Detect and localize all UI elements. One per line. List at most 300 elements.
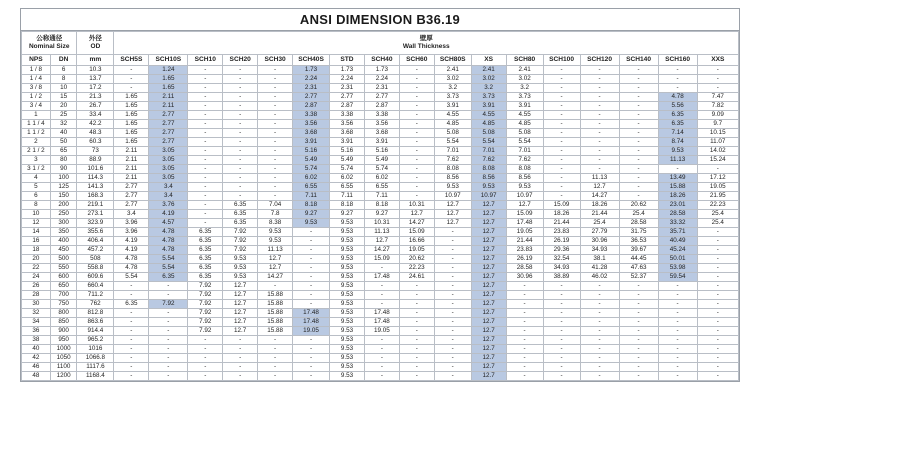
table-cell: - xyxy=(434,354,471,363)
table-cell: 15.88 xyxy=(258,309,293,318)
column-header: SCH20 xyxy=(223,55,258,66)
table-row xyxy=(22,174,739,183)
table-cell: 168.3 xyxy=(77,192,114,201)
table-cell: 48 xyxy=(22,372,51,381)
table-cell: - xyxy=(114,354,149,363)
table-cell: 12.7 xyxy=(434,210,471,219)
table-cell: 25.4 xyxy=(697,210,738,219)
table-cell: 7.92 xyxy=(223,246,258,255)
table-cell: - xyxy=(399,183,434,192)
table-cell: 2.11 xyxy=(114,147,149,156)
table-cell: 12.7 xyxy=(434,219,471,228)
table-cell: 3 xyxy=(22,156,51,165)
table-cell: 25.4 xyxy=(619,210,658,219)
table-cell: - xyxy=(543,66,580,75)
table-cell: - xyxy=(697,66,738,75)
table-cell: - xyxy=(658,309,697,318)
table-cell: 10.31 xyxy=(364,219,399,228)
table-cell: 5.49 xyxy=(293,156,330,165)
table-cell: 18 xyxy=(22,246,51,255)
table-cell: 9.53 xyxy=(258,237,293,246)
table-cell: 26.19 xyxy=(543,237,580,246)
table-cell: 1.65 xyxy=(114,138,149,147)
table-cell: 7.8 xyxy=(258,210,293,219)
table-cell: - xyxy=(258,111,293,120)
table-cell: 44.45 xyxy=(619,255,658,264)
nominal-size-header xyxy=(22,32,77,55)
table-cell: - xyxy=(697,255,738,264)
table-cell: 4.55 xyxy=(506,111,543,120)
table-cell: 8.18 xyxy=(293,201,330,210)
table-cell: - xyxy=(580,102,619,111)
table-cell: 7.92 xyxy=(188,291,223,300)
table-cell: 100 xyxy=(50,174,77,183)
table-cell: 2.41 xyxy=(506,66,543,75)
table-cell: 22.23 xyxy=(697,201,738,210)
table-cell: - xyxy=(399,318,434,327)
table-cell: 6.35 xyxy=(114,300,149,309)
table-cell: 3.05 xyxy=(149,147,188,156)
table-cell: - xyxy=(188,363,223,372)
table-cell: - xyxy=(619,84,658,93)
table-cell: 12.7 xyxy=(471,327,506,336)
table-cell: 9.09 xyxy=(697,111,738,120)
table-cell: 53.98 xyxy=(658,264,697,273)
table-cell: 19.05 xyxy=(293,327,330,336)
table-cell: 800 xyxy=(50,309,77,318)
table-cell: - xyxy=(149,336,188,345)
table-cell: 3.91 xyxy=(364,138,399,147)
table-cell: - xyxy=(399,75,434,84)
table-row xyxy=(22,102,739,111)
table-cell: - xyxy=(258,372,293,381)
table-cell: - xyxy=(506,327,543,336)
table-cell: 32 xyxy=(22,309,51,318)
table-cell: 5.74 xyxy=(293,165,330,174)
table-cell: - xyxy=(399,300,434,309)
table-cell: 3.38 xyxy=(293,111,330,120)
table-cell: 30.96 xyxy=(580,237,619,246)
table-cell: 3.73 xyxy=(471,93,506,102)
table-cell: 10.97 xyxy=(506,192,543,201)
table-cell: - xyxy=(619,111,658,120)
table-cell: - xyxy=(619,66,658,75)
table-cell: 30.96 xyxy=(506,273,543,282)
table-cell: 7.01 xyxy=(506,147,543,156)
table-cell: 8.38 xyxy=(258,219,293,228)
table-cell: 10.31 xyxy=(399,201,434,210)
table-cell: - xyxy=(399,165,434,174)
table-cell: - xyxy=(258,66,293,75)
table-cell: - xyxy=(188,210,223,219)
table-cell: 12.7 xyxy=(364,237,399,246)
table-cell: 7.92 xyxy=(188,318,223,327)
table-cell: 23.83 xyxy=(506,246,543,255)
table-cell: 17.2 xyxy=(77,84,114,93)
table-cell: 25.4 xyxy=(580,219,619,228)
table-cell: 13.49 xyxy=(658,174,697,183)
od-en: OD xyxy=(90,43,101,50)
table-cell: - xyxy=(223,156,258,165)
table-cell: - xyxy=(580,345,619,354)
table-cell: - xyxy=(619,345,658,354)
table-cell: 6.35 xyxy=(223,210,258,219)
table-cell: - xyxy=(506,363,543,372)
table-cell: 3.56 xyxy=(364,120,399,129)
column-header: STD xyxy=(330,55,365,66)
table-cell: - xyxy=(188,192,223,201)
table-cell: 609.6 xyxy=(77,273,114,282)
table-cell: 9.53 xyxy=(330,363,365,372)
table-cell: 1050 xyxy=(50,354,77,363)
table-cell: - xyxy=(697,372,738,381)
table-cell: 2 xyxy=(22,138,51,147)
table-cell: - xyxy=(697,363,738,372)
table-cell: 15.09 xyxy=(364,255,399,264)
table-cell: 812.8 xyxy=(77,309,114,318)
table-cell: 8.56 xyxy=(506,174,543,183)
table-cell: - xyxy=(399,192,434,201)
table-cell: - xyxy=(619,102,658,111)
table-cell: - xyxy=(399,102,434,111)
table-cell: - xyxy=(543,93,580,102)
table-cell: - xyxy=(293,255,330,264)
table-cell: 7.11 xyxy=(330,192,365,201)
table-cell: - xyxy=(506,345,543,354)
table-cell: - xyxy=(619,183,658,192)
table-cell: 6 xyxy=(22,192,51,201)
table-cell: 219.1 xyxy=(77,201,114,210)
table-cell: 7.92 xyxy=(223,237,258,246)
table-cell: 1000 xyxy=(50,345,77,354)
table-cell: 32 xyxy=(50,120,77,129)
table-cell: - xyxy=(434,300,471,309)
table-cell: 2.77 xyxy=(149,111,188,120)
table-row xyxy=(22,129,739,138)
table-cell: - xyxy=(188,93,223,102)
table-cell: - xyxy=(258,84,293,93)
table-cell: - xyxy=(293,273,330,282)
table-cell: 5.54 xyxy=(506,138,543,147)
table-cell: 323.9 xyxy=(77,219,114,228)
table-cell: - xyxy=(293,228,330,237)
table-cell: 3.2 xyxy=(471,84,506,93)
table-cell: 7.14 xyxy=(658,129,697,138)
table-cell: 35.71 xyxy=(658,228,697,237)
table-cell: - xyxy=(619,282,658,291)
table-cell: 45.24 xyxy=(658,246,697,255)
table-row xyxy=(22,111,739,120)
table-cell: - xyxy=(619,336,658,345)
table-cell: 9.53 xyxy=(330,300,365,309)
table-cell: - xyxy=(580,336,619,345)
table-cell: - xyxy=(434,228,471,237)
table-cell: - xyxy=(543,102,580,111)
table-cell: 300 xyxy=(50,219,77,228)
table-row xyxy=(22,372,739,381)
table-row xyxy=(22,345,739,354)
table-cell: 5.54 xyxy=(149,255,188,264)
table-cell: - xyxy=(188,345,223,354)
table-cell: 6.55 xyxy=(330,183,365,192)
table-cell: - xyxy=(619,138,658,147)
table-cell: 1 / 8 xyxy=(22,66,51,75)
table-cell: - xyxy=(399,66,434,75)
table-cell: - xyxy=(543,327,580,336)
table-cell: 9.53 xyxy=(330,327,365,336)
table-cell: 2.77 xyxy=(149,138,188,147)
table-row xyxy=(22,237,739,246)
table-cell: 16.66 xyxy=(399,237,434,246)
table-cell: - xyxy=(619,93,658,102)
table-cell: - xyxy=(434,237,471,246)
table-cell: 8.08 xyxy=(471,165,506,174)
table-cell: 9.53 xyxy=(293,219,330,228)
table-cell: 2.11 xyxy=(114,165,149,174)
table-cell: 6.35 xyxy=(658,111,697,120)
od-cn: 外径 xyxy=(88,35,102,42)
table-cell: 14.27 xyxy=(258,273,293,282)
table-cell: - xyxy=(506,309,543,318)
table-cell: - xyxy=(258,336,293,345)
table-cell: - xyxy=(434,282,471,291)
table-cell: - xyxy=(364,300,399,309)
table-cell: - xyxy=(543,363,580,372)
table-cell: 26.19 xyxy=(506,255,543,264)
table-cell: - xyxy=(580,111,619,120)
table-cell: - xyxy=(223,372,258,381)
table-cell: 9.53 xyxy=(330,246,365,255)
table-cell: - xyxy=(188,102,223,111)
table-cell: 12.7 xyxy=(471,318,506,327)
table-cell: - xyxy=(580,120,619,129)
table-cell: 6.02 xyxy=(330,174,365,183)
table-cell: 48.3 xyxy=(77,129,114,138)
table-cell: - xyxy=(543,345,580,354)
table-cell: 8.08 xyxy=(506,165,543,174)
table-cell: 32.54 xyxy=(543,255,580,264)
table-cell: - xyxy=(399,363,434,372)
table-cell: 11.07 xyxy=(697,138,738,147)
table-row xyxy=(22,264,739,273)
table-cell: 6.35 xyxy=(658,120,697,129)
table-cell: - xyxy=(506,300,543,309)
table-row xyxy=(22,363,739,372)
table-cell: - xyxy=(114,336,149,345)
column-header: SCH40S xyxy=(293,55,330,66)
table-cell: 12.7 xyxy=(471,210,506,219)
table-cell: 23.01 xyxy=(658,201,697,210)
table-cell: 59.54 xyxy=(658,273,697,282)
table-cell: 8.56 xyxy=(434,174,471,183)
table-cell: 22 xyxy=(22,264,51,273)
table-row xyxy=(22,228,739,237)
table-cell: 7.62 xyxy=(434,156,471,165)
table-cell: - xyxy=(258,282,293,291)
table-cell: - xyxy=(293,354,330,363)
table-cell: 5.49 xyxy=(364,156,399,165)
table-row xyxy=(22,210,739,219)
table-cell: - xyxy=(580,318,619,327)
table-cell: 9.53 xyxy=(506,183,543,192)
od-header xyxy=(77,32,114,55)
table-cell: - xyxy=(543,147,580,156)
table-row xyxy=(22,138,739,147)
table-cell: - xyxy=(114,372,149,381)
table-cell: 90 xyxy=(50,165,77,174)
table-cell: 28.58 xyxy=(658,210,697,219)
table-row xyxy=(22,147,739,156)
table-cell: 114.3 xyxy=(77,174,114,183)
table-cell: 10.97 xyxy=(471,192,506,201)
table-cell: 12.7 xyxy=(471,255,506,264)
table-cell: 141.3 xyxy=(77,183,114,192)
table-cell: 2.77 xyxy=(114,192,149,201)
table-cell: - xyxy=(114,309,149,318)
table-cell: 6.55 xyxy=(293,183,330,192)
table-cell: - xyxy=(399,156,434,165)
table-cell: - xyxy=(658,165,697,174)
table-cell: 9.53 xyxy=(330,219,365,228)
table-cell: 450 xyxy=(50,246,77,255)
table-cell: 12.7 xyxy=(471,372,506,381)
table-cell: 20.62 xyxy=(619,201,658,210)
table-cell: - xyxy=(149,363,188,372)
table-cell: - xyxy=(658,66,697,75)
table-cell: - xyxy=(434,264,471,273)
table-cell: 2.77 xyxy=(114,183,149,192)
table-cell: 4.55 xyxy=(471,111,506,120)
table-cell: 12.7 xyxy=(471,336,506,345)
table-cell: - xyxy=(293,282,330,291)
table-cell: - xyxy=(543,174,580,183)
table-cell: 6.55 xyxy=(364,183,399,192)
table-cell: 3.4 xyxy=(149,192,188,201)
table-cell: - xyxy=(223,183,258,192)
table-cell: 6 xyxy=(50,66,77,75)
table-cell: 1.73 xyxy=(330,66,365,75)
table-cell: - xyxy=(543,282,580,291)
table-row xyxy=(22,246,739,255)
table-cell: 3.76 xyxy=(149,201,188,210)
table-cell: 12.7 xyxy=(506,201,543,210)
table-cell: - xyxy=(293,372,330,381)
table-cell: 42.2 xyxy=(77,120,114,129)
table-cell: - xyxy=(434,363,471,372)
table-cell: 7.92 xyxy=(188,327,223,336)
table-cell: 5.08 xyxy=(434,129,471,138)
table-cell: - xyxy=(580,363,619,372)
table-cell: - xyxy=(580,93,619,102)
table-cell: - xyxy=(658,354,697,363)
table-cell: 6.35 xyxy=(188,255,223,264)
table-cell: 11.13 xyxy=(658,156,697,165)
table-cell: - xyxy=(149,318,188,327)
table-cell: - xyxy=(258,192,293,201)
table-cell: 3.05 xyxy=(149,174,188,183)
table-cell: - xyxy=(619,309,658,318)
table-cell: 30 xyxy=(22,300,51,309)
table-cell: - xyxy=(114,282,149,291)
table-cell: 3 1 / 2 xyxy=(22,165,51,174)
table-cell: 4.55 xyxy=(434,111,471,120)
table-cell: 15.09 xyxy=(506,210,543,219)
table-cell: 9.53 xyxy=(330,345,365,354)
table-cell: 762 xyxy=(77,300,114,309)
table-cell: - xyxy=(619,165,658,174)
table-cell: 700 xyxy=(50,291,77,300)
header-row-top xyxy=(22,32,739,55)
table-cell: 2.77 xyxy=(149,129,188,138)
table-cell: 40 xyxy=(50,129,77,138)
table-cell: - xyxy=(580,84,619,93)
table-cell: - xyxy=(149,372,188,381)
table-cell: 7.92 xyxy=(149,300,188,309)
table-cell: 7.92 xyxy=(223,228,258,237)
table-cell: - xyxy=(399,138,434,147)
table-cell: 4.78 xyxy=(149,237,188,246)
table-cell: 15 xyxy=(50,93,77,102)
table-cell: - xyxy=(619,174,658,183)
table-cell: 5.54 xyxy=(114,273,149,282)
table-cell: - xyxy=(697,282,738,291)
table-cell: - xyxy=(434,255,471,264)
table-cell: 3.91 xyxy=(434,102,471,111)
table-cell: 21.44 xyxy=(580,210,619,219)
table-cell: 660.4 xyxy=(77,282,114,291)
table-cell: 17.48 xyxy=(364,273,399,282)
table-cell: - xyxy=(399,111,434,120)
table-cell: - xyxy=(697,345,738,354)
table-cell: - xyxy=(506,372,543,381)
table-cell: 6.35 xyxy=(188,264,223,273)
table-cell: 3.38 xyxy=(364,111,399,120)
table-cell: - xyxy=(658,336,697,345)
table-cell: 2.11 xyxy=(149,102,188,111)
table-cell: - xyxy=(293,264,330,273)
table-cell: 11.13 xyxy=(364,228,399,237)
table-cell: - xyxy=(258,363,293,372)
table-row xyxy=(22,93,739,102)
table-cell: - xyxy=(258,174,293,183)
table-cell: - xyxy=(506,318,543,327)
table-cell: 50.01 xyxy=(658,255,697,264)
table-cell: 13.7 xyxy=(77,75,114,84)
table-cell: 4.78 xyxy=(149,228,188,237)
table-cell: 6.35 xyxy=(188,246,223,255)
table-cell: - xyxy=(223,111,258,120)
table-cell: 15.88 xyxy=(258,327,293,336)
table-cell: 4.78 xyxy=(114,264,149,273)
table-cell: 9.53 xyxy=(330,255,365,264)
table-cell: - xyxy=(697,165,738,174)
table-cell: 3.96 xyxy=(114,219,149,228)
table-cell: - xyxy=(543,300,580,309)
table-cell: 9.53 xyxy=(330,291,365,300)
table-cell: 600 xyxy=(50,273,77,282)
table-cell: - xyxy=(149,282,188,291)
table-cell: 50 xyxy=(50,138,77,147)
table-cell: 7.92 xyxy=(188,300,223,309)
table-cell: - xyxy=(697,273,738,282)
table-cell: - xyxy=(364,336,399,345)
table-cell: 18.26 xyxy=(658,192,697,201)
table-cell: 2.87 xyxy=(293,102,330,111)
table-cell: 21.44 xyxy=(506,237,543,246)
table-cell: - xyxy=(258,129,293,138)
table-cell: - xyxy=(223,345,258,354)
table-cell: - xyxy=(543,354,580,363)
